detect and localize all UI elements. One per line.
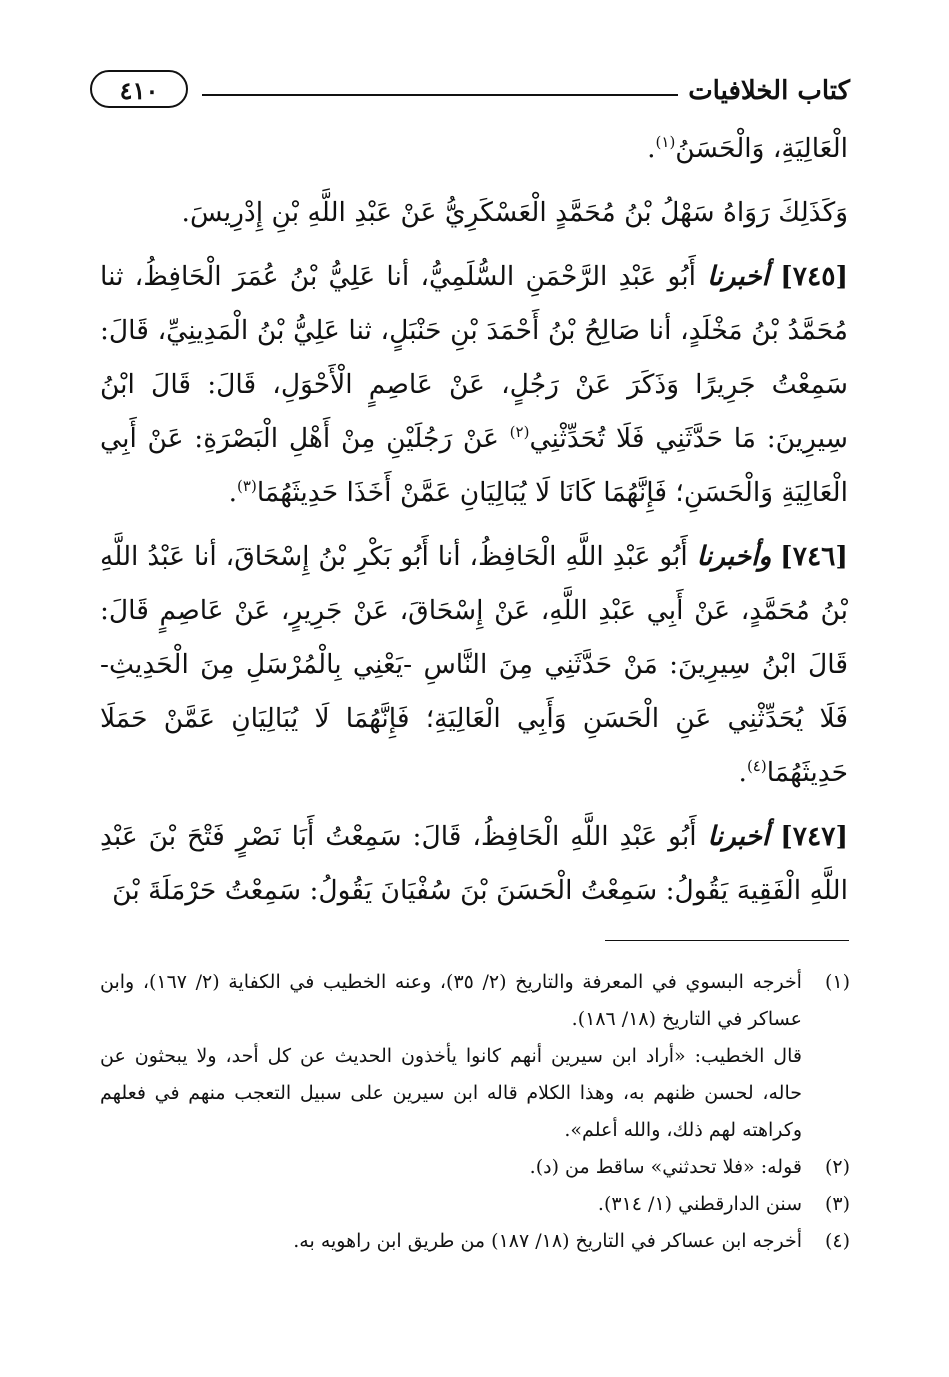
footnote-number: (١) xyxy=(824,971,850,993)
footnote-4 xyxy=(100,1223,850,1260)
footnote-separator xyxy=(605,940,849,941)
paragraph-riwaya: وَكَذَلِكَ رَوَاهُ سَهْلُ بْنُ مُحَمَّدٍ الْعَسْكَرِيُّ عَنْ عَبْدِ اللَّهِ بْنِ إِدْرِيسَ. xyxy=(181,197,848,228)
footnote-text: قوله: «فلا تحدثني» ساقط من (د). xyxy=(529,1156,802,1178)
punctuation: . xyxy=(738,757,747,788)
hadith-746 xyxy=(100,530,848,800)
footnote-ref[interactable]: (٢) xyxy=(509,423,530,442)
header-rule xyxy=(202,94,678,96)
page-number: ٤١٠ xyxy=(90,70,188,108)
footnote-text: أخرجه ابن عساكر في التاريخ (١٨/ ١٨٧) من طريق ابن راهويه به. xyxy=(293,1230,802,1252)
footnote-ref[interactable]: (٤) xyxy=(746,757,767,776)
footnote-2 xyxy=(100,1149,850,1186)
hadith-745 xyxy=(100,250,848,520)
page-header xyxy=(90,68,850,116)
footnote-ref[interactable]: (١) xyxy=(655,133,676,152)
footnote-1 xyxy=(100,964,850,1149)
main-text xyxy=(100,122,848,918)
running-title: كتاب الخلافيات xyxy=(688,76,850,106)
hadith-text: عَنْ رَجُلَيْنِ مِنْ أَهْلِ الْبَصْرَةِ: عَنْ أَبِي الْعَالِيَةِ وَالْحَسَنِ؛ فَإِنَّهُمَا كَانَا لَا يُبَالِيَانِ عَمَّنْ أَخَذَا حَدِيثَهُمَا xyxy=(100,423,848,508)
akhbarana-label: أخبرنا xyxy=(707,261,769,292)
footnote-text: قال الخطيب: «أراد ابن سيرين أنهم كانوا يأخذون الحديث عن كل أحد، ولا يبحثون عن حاله، لحسن ظنهم به، وهذا الكلام قاله ابن سيرين على سبيل التعجب منهم في فعلهم وكراهته لهم ذلك، والله أعلم». xyxy=(100,1045,802,1141)
hadith-text: أَبُو عَبْدِ الرَّحْمَنِ السُّلَمِيُّ، أنا عَلِيُّ بْنُ عُمَرَ الْحَافِظُ، ثنا مُحَمَّدُ بْنُ مَخْلَدٍ، أنا صَالِحُ بْنُ أَحْمَدَ بْنِ حَنْبَلٍ، ثنا عَلِيُّ بْنُ الْمَدِينِيِّ، قَالَ: سَمِعْتُ جَرِيرًا وَذَكَرَ عَنْ رَجُلٍ، عَنْ عَاصِمٍ الْأَحْوَلِ، قَالَ: قَالَ ابْنُ سِيرِينَ: مَا حَدَّثَنِي فَلَا تُحَدِّثْنِي xyxy=(100,261,849,454)
akhbarana-label: أخبرنا xyxy=(707,821,770,852)
hadith-number: [٧٤٧] xyxy=(780,821,848,852)
footnotes xyxy=(100,964,850,1260)
footnote-ref[interactable]: (٣) xyxy=(237,477,257,496)
footnote-text: سنن الدارقطني (١/ ٣١٤). xyxy=(597,1193,802,1215)
hadith-text: أَبُو عَبْدِ اللَّهِ الْحَافِظُ، قَالَ: سَمِعْتُ أَبَا نَصْرٍ فَتْحَ بْنَ عَبْدِ اللَّهِ الْفَقِيهَ يَقُولُ: سَمِعْتُ الْحَسَنَ بْنَ سُفْيَانَ يَقُولُ: سَمِعْتُ حَرْمَلَةَ بْنَ xyxy=(100,821,848,906)
hadith-747 xyxy=(100,810,848,918)
paragraph-continuation xyxy=(100,122,848,176)
punctuation: . xyxy=(228,477,238,508)
hadith-number: [٧٤٦] xyxy=(780,541,848,572)
footnote-text: أخرجه البسوي في المعرفة والتاريخ (٢/ ٣٥)، وعنه الخطيب في الكفاية (٢/ ١٦٧)، وابن عساكر في التاريخ (١٨/ ١٨٦). xyxy=(100,971,802,1030)
hadith-number: [٧٤٥] xyxy=(780,261,848,292)
footnote-number: (٤) xyxy=(824,1230,850,1252)
akhbarana-label: وأخبرنا xyxy=(696,541,772,572)
footnote-number: (٢) xyxy=(824,1156,850,1178)
hadith-text: أَبُو عَبْدِ اللَّهِ الْحَافِظُ، أنا أَبُو بَكْرِ بْنُ إِسْحَاقَ، أنا عَبْدُ اللَّهِ بْنُ مُحَمَّدٍ، عَنْ أَبِي عَبْدِ اللَّهِ، عَنْ إِسْحَاقَ، عَنْ جَرِيرٍ، عَنْ عَاصِمٍ قَالَ: قَالَ ابْنُ سِيرِينَ: مَنْ حَدَّثَنِي مِنَ النَّاسِ -يَعْنِي بِالْمُرْسَلِ مِنَ الْحَدِيثِ- فَلَا يُحَدِّثْنِي عَنِ الْحَسَنِ وَأَبِي الْعَالِيَةِ؛ فَإِنَّهُمَا لَا يُبَالِيَانِ عَمَّنْ حَمَلَا حَدِيثَهُمَا xyxy=(100,541,848,788)
footnote-3 xyxy=(100,1186,850,1223)
punctuation: . xyxy=(647,133,656,164)
footnote-number: (٣) xyxy=(824,1193,850,1215)
paragraph-text: الْعَالِيَةِ، وَالْحَسَنُ xyxy=(675,133,848,164)
